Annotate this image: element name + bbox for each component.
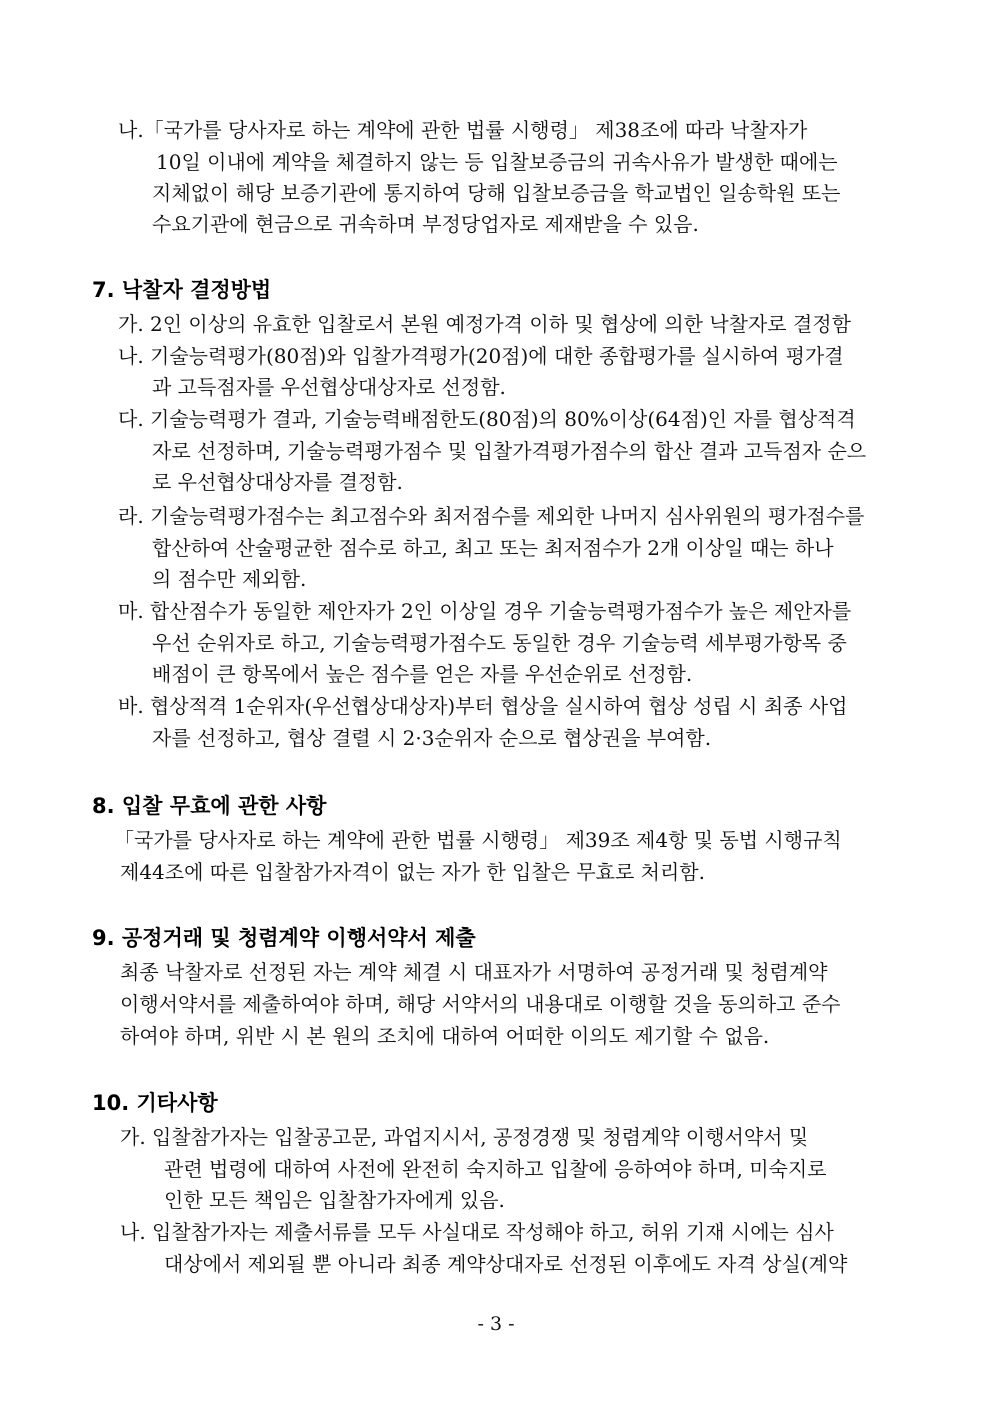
- section-line: 마. 합산점수가 동일한 제안자가 2인 이상일 경우 기술능력평가점수가 높은 제안자를: [118, 599, 852, 623]
- page-number: - 3 -: [477, 1313, 515, 1335]
- section-line: 자를 선정하고, 협상 결렬 시 2·3순위자 순으로 협상권을 부여함.: [152, 726, 712, 750]
- section-line: 배점이 큰 항목에서 높은 점수를 얻은 자를 우선순위로 선정함.: [152, 662, 693, 686]
- section-heading: 8. 입찰 무효에 관한 사항: [92, 794, 327, 818]
- section-line: 라. 기술능력평가점수는 최고점수와 최저점수를 제외한 나머지 심사위원의 평가점수를: [118, 504, 865, 528]
- section-line: 가. 입찰참가자는 입찰공고문, 과업지시서, 공정경쟁 및 청렴계약 이행서약서 및: [120, 1125, 809, 1149]
- prev-item-line: 나.「국가를 당사자로 하는 계약에 관한 법률 시행령」 제38조에 따라 낙찰자가: [118, 118, 808, 142]
- section-line: 다. 기술능력평가 결과, 기술능력배점한도(80점)의 80%이상(64점)인 자를 협상적격: [118, 407, 856, 431]
- prev-item-line: 지체없이 해당 보증기관에 통지하여 당해 입찰보증금을 학교법인 일송학원 또는: [152, 181, 841, 205]
- section-line: 「국가를 당사자로 하는 계약에 관한 법률 시행령」 제39조 제4항 및 동법 시행규칙: [114, 828, 842, 852]
- section-line: 인한 모든 책임은 입찰참가자에게 있음.: [164, 1188, 505, 1212]
- section-line: 제44조에 따른 입찰참가자격이 없는 자가 한 입찰은 무효로 처리함.: [120, 860, 705, 884]
- section-heading: 10. 기타사항: [92, 1091, 218, 1115]
- section-line: 자로 선정하며, 기술능력평가점수 및 입찰가격평가점수의 합산 결과 고득점자 순으: [152, 439, 867, 463]
- section-line: 하여야 하며, 위반 시 본 원의 조치에 대하여 어떠한 이의도 제기할 수 없음.: [120, 1024, 770, 1048]
- section-line: 과 고득점자를 우선협상대상자로 선정함.: [152, 375, 506, 399]
- prev-item-line: 수요기관에 현금으로 귀속하며 부정당업자로 제재받을 수 있음.: [152, 212, 699, 236]
- section-heading: 7. 낙찰자 결정방법: [92, 278, 272, 302]
- section-line: 관련 법령에 대하여 사전에 완전히 숙지하고 입찰에 응하여야 하며, 미숙지로: [164, 1157, 827, 1181]
- section-heading: 9. 공정거래 및 청렴계약 이행서약서 제출: [92, 926, 476, 950]
- section-line: 최종 낙찰자로 선정된 자는 계약 체결 시 대표자가 서명하여 공정거래 및 청렴계약: [120, 960, 828, 984]
- section-line: 가. 2인 이상의 유효한 입찰로서 본원 예정가격 이하 및 협상에 의한 낙찰자로 결정함: [118, 312, 851, 336]
- section-line: 이행서약서를 제출하여야 하며, 해당 서약서의 내용대로 이행할 것을 동의하고 준수: [120, 992, 841, 1016]
- section-line: 로 우선협상대상자를 결정함.: [152, 470, 403, 494]
- prev-item-line: 10일 이내에 계약을 체결하지 않는 등 입찰보증금의 귀속사유가 발생한 때에는: [156, 150, 838, 174]
- section-line: 나. 입찰참가자는 제출서류를 모두 사실대로 작성해야 하고, 허위 기재 시에는 심사: [120, 1220, 834, 1244]
- section-line: 나. 기술능력평가(80점)와 입찰가격평가(20점)에 대한 종합평가를 실시하여 평가결: [118, 344, 844, 368]
- section-line: 바. 협상적격 1순위자(우선협상대상자)부터 협상을 실시하여 협상 성립 시 최종 사업: [118, 694, 848, 718]
- section-line: 대상에서 제외될 뿐 아니라 최종 계약상대자로 선정된 이후에도 자격 상실(계약: [164, 1252, 848, 1276]
- section-line: 합산하여 산술평균한 점수로 하고, 최고 또는 최저점수가 2개 이상일 때는 하나: [152, 536, 834, 560]
- section-line: 의 점수만 제외함.: [152, 567, 307, 591]
- section-line: 우선 순위자로 하고, 기술능력평가점수도 동일한 경우 기술능력 세부평가항목 중: [152, 631, 847, 655]
